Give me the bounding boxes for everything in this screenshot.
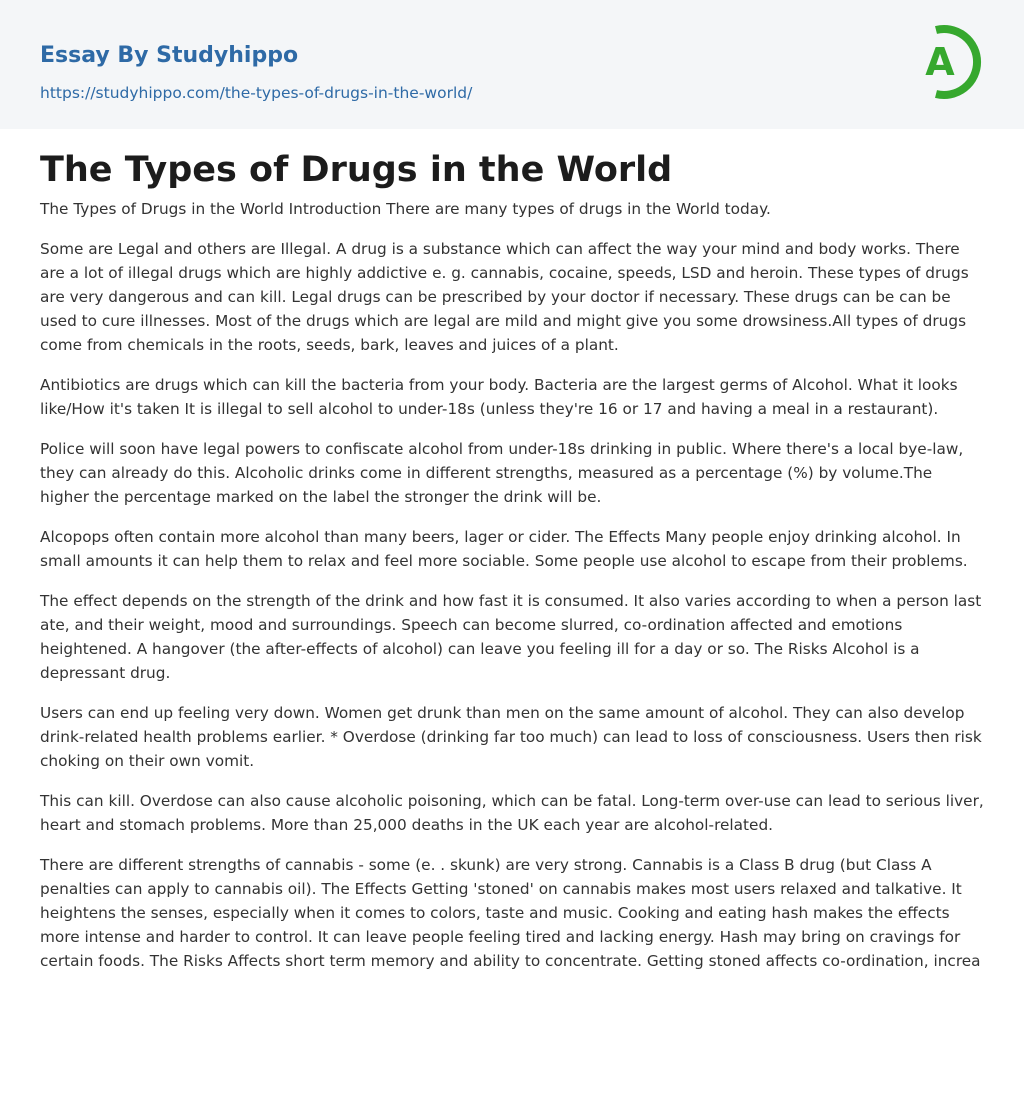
site-brand[interactable]: Essay By Studyhippo — [40, 43, 299, 68]
essay-paragraph: Antibiotics are drugs which can kill the bacteria from your body. Bacteria are the largest germs of Alcohol. What it looks like/How it's taken It is illegal to sell alcohol to under-18s (unless they're 16 or 17 and having a meal in a restaurant). — [40, 376, 958, 418]
logo-letter: A — [925, 40, 955, 84]
essay-paragraph: The effect depends on the strength of the drink and how fast it is consumed. It also varies according to when a person last ate, and their weight, mood and surroundings. Speech can become slurred, co-ordination affected and emotions heightened. A hangover (the after-effects of alcohol) can leave you feeling ill for a day or so. The Risks Alcohol is a depressant drug. — [40, 592, 982, 682]
essay-paragraph: Some are Legal and others are Illegal. A drug is a substance which can affect the way your mind and body works. There are a lot of illegal drugs which are highly addictive e. g. cannabis, cocaine, speeds, LSD and heroin. These types of drugs are very dangerous and can kill. Legal drugs can be prescribed by your doctor if necessary. These drugs can be can be used to cure illnesses. Most of the drugs which are legal are mild and might give you some drowsiness.All types of drugs come from chemicals in the roots, seeds, bark, leaves and juices of a plant. — [40, 240, 969, 354]
essay-url-link[interactable]: https://studyhippo.com/the-types-of-drugs-in-the-world/ — [40, 84, 473, 102]
essay-paragraph: This can kill. Overdose can also cause alcoholic poisoning, which can be fatal. Long-term over-use can lead to serious liver, heart and stomach problems. More than 25,000 deaths in the UK each year are alcohol-related. — [40, 792, 984, 834]
essay-paragraph: Police will soon have legal powers to confiscate alcohol from under-18s drinking in public. Where there's a local bye-law, they can already do this. Alcoholic drinks come in different strengths, measured as a percentage (%) by volume.The higher the percentage marked on the label the stronger the drink will be. — [40, 440, 964, 506]
essay-paragraph: The Types of Drugs in the World Introduction There are many types of drugs in the World today. — [40, 200, 771, 218]
essay-paragraph: There are different strengths of cannabis - some (e. . skunk) are very strong. Cannabis is a Class B drug (but Class A penalties can apply to cannabis oil). The Effects Getting 'stoned' on cannabis makes most users relaxed and talkative. It heightens the senses, especially when it comes to colors, taste and music. Cooking and eating hash makes the effects more intense and harder to control. It can leave people feeling tired and lacking energy. Hash may bring on cravings for certain foods. The Risks Affects short term memory and ability to concentrate. Getting stoned affects co-ordination, increa — [40, 856, 981, 970]
essay-paragraph: Alcopops often contain more alcohol than many beers, lager or cider. The Effects Many people enjoy drinking alcohol. In small amounts it can help them to relax and feel more sociable. Some people use alcohol to escape from their problems. — [40, 528, 968, 570]
site-header — [0, 0, 1024, 129]
essay-paragraph: Users can end up feeling very down. Women get drunk than men on the same amount of alcohol. They can also develop drink-related health problems earlier. * Overdose (drinking far too much) can lead to loss of consciousness. Users then risk choking on their own vomit. — [40, 704, 982, 770]
essay-title: The Types of Drugs in the World — [40, 150, 673, 190]
studyhippo-logo-icon[interactable] — [912, 18, 988, 106]
essay-content — [0, 147, 1024, 973]
